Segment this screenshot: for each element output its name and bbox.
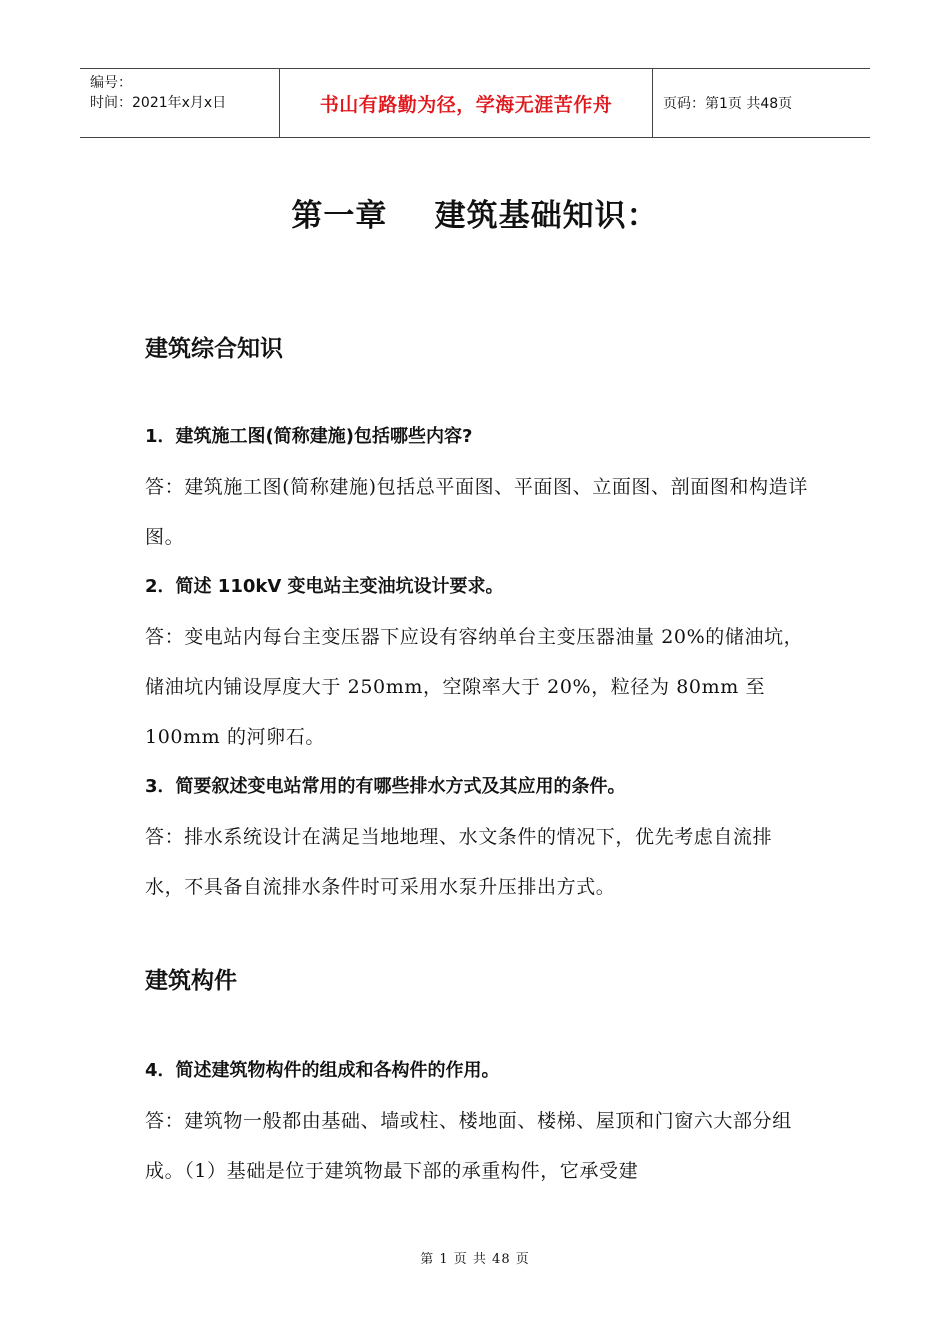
- answer-1: 答：建筑施工图(简称建施)包括总平面图、平面图、立面图、剖面图和构造详图。: [145, 476, 808, 548]
- question-1: 1．建筑施工图(简称建施)包括哪些内容?: [145, 426, 473, 447]
- question-2: 2．简述 110kV 变电站主变油坑设计要求。: [145, 576, 504, 597]
- page-header: [80, 68, 870, 138]
- date-label: 时间：2021年x月x日: [90, 95, 227, 111]
- section-title-general: 建筑综合知识: [145, 336, 283, 362]
- page-footer: 第 1 页 共 48 页: [420, 1252, 530, 1267]
- header-page-info: 页码：第1页 共48页: [663, 96, 793, 112]
- chapter-title: 第一章 建筑基础知识：: [291, 198, 659, 234]
- question-3: 3．简要叙述变电站常用的有哪些排水方式及其应用的条件。: [145, 776, 626, 797]
- section-title-components: 建筑构件: [145, 968, 237, 994]
- section-general-content: [145, 412, 810, 912]
- answer-4: 答：建筑物一般都由基础、墙或柱、楼地面、楼梯、屋顶和门窗六大部分组成。（1）基础是位于建筑物最下部的承重构件，它承受建: [145, 1110, 792, 1182]
- answer-3: 答：排水系统设计在满足当地地理、水文条件的情况下，优先考虑自流排水，不具备自流排水条件时可采用水泵升压排出方式。: [145, 826, 773, 898]
- answer-2: 答：变电站内每台主变压器下应设有容纳单台主变压器油量 20%的储油坑，储油坑内铺设厚度大于 250mm，空隙率大于 20%，粒径为 80mm 至 100mm 的河卵石。: [145, 626, 804, 748]
- header-meta: [80, 69, 280, 137]
- serial-label: 编号：: [90, 75, 132, 91]
- question-4: 4．简述建筑物构件的组成和各构件的作用。: [145, 1060, 500, 1081]
- header-motto: 书山有路勤为径，学海无涯苦作舟: [280, 69, 653, 137]
- section-components-content: [145, 1046, 810, 1196]
